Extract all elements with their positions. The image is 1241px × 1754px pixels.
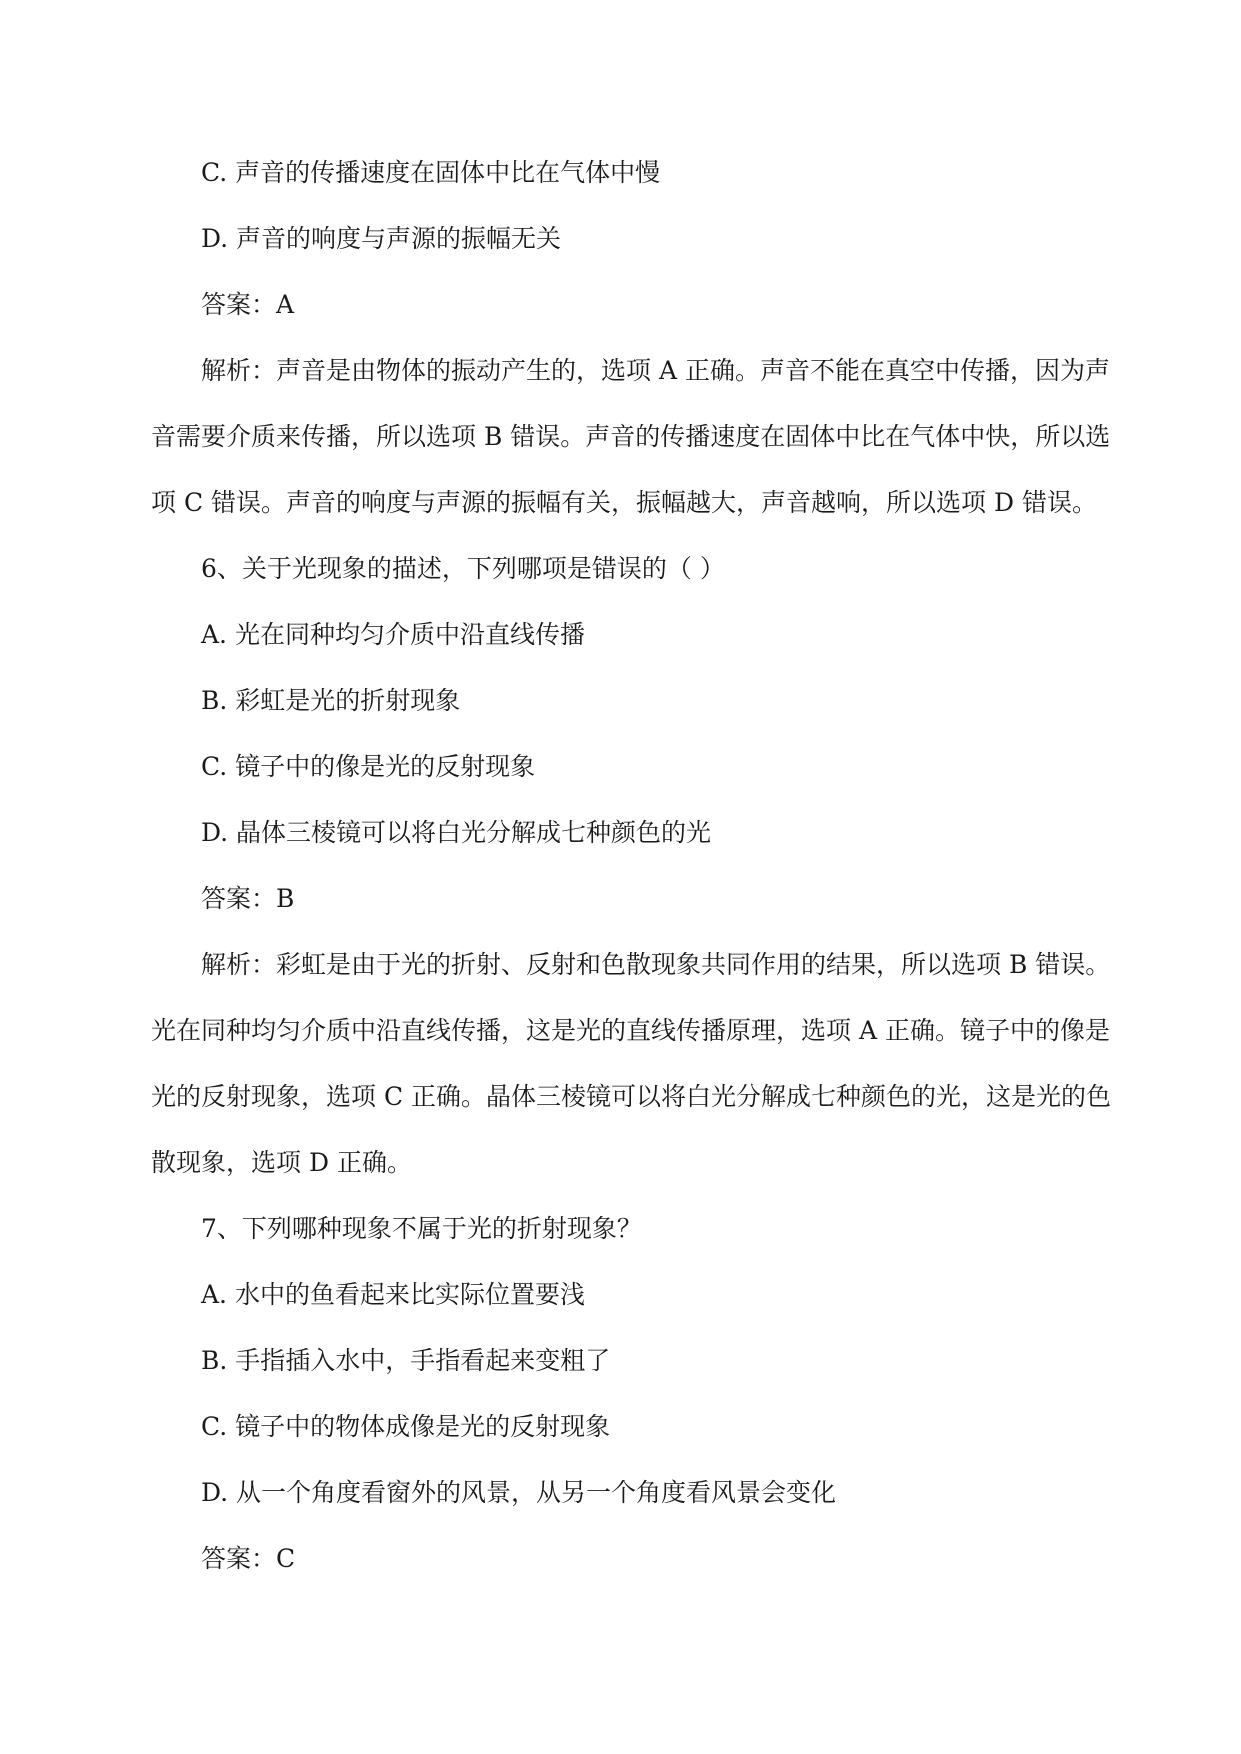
analysis-line: 光在同种均匀介质中沿直线传播，这是光的直线传播原理，选项 A 正确。镜子中的像是 bbox=[151, 1016, 1110, 1045]
question-6: 6、关于光现象的描述，下列哪项是错误的（ ） bbox=[201, 554, 725, 583]
analysis-line: 解析：彩虹是由于光的折射、反射和色散现象共同作用的结果，所以选项 B 错误。 bbox=[201, 950, 1111, 979]
answer-q5: 答案：A bbox=[201, 290, 295, 319]
option-d-q5: D. 声音的响度与声源的振幅无关 bbox=[201, 224, 562, 253]
option-c-q5: C. 声音的传播速度在固体中比在气体中慢 bbox=[201, 158, 661, 187]
option-a-q7: A. 水中的鱼看起来比实际位置要浅 bbox=[201, 1280, 585, 1309]
answer-q7: 答案：C bbox=[201, 1544, 296, 1573]
analysis-line: 解析：声音是由物体的振动产生的，选项 A 正确。声音不能在真空中传播，因为声 bbox=[201, 356, 1110, 385]
option-c-q6: C. 镜子中的像是光的反射现象 bbox=[201, 752, 536, 781]
option-b-q7: B. 手指插入水中，手指看起来变粗了 bbox=[201, 1346, 611, 1375]
analysis-line: 项 C 错误。声音的响度与声源的振幅有关，振幅越大，声音越响，所以选项 D 错误。 bbox=[151, 488, 1097, 517]
option-b-q6: B. 彩虹是光的折射现象 bbox=[201, 686, 461, 715]
answer-q6: 答案：B bbox=[201, 884, 295, 913]
option-a-q6: A. 光在同种均匀介质中沿直线传播 bbox=[201, 620, 585, 649]
analysis-line: 音需要介质来传播，所以选项 B 错误。声音的传播速度在固体中比在气体中快，所以选 bbox=[151, 422, 1111, 451]
analysis-line: 光的反射现象，选项 C 正确。晶体三棱镜可以将白光分解成七种颜色的光，这是光的色 bbox=[151, 1082, 1112, 1111]
option-d-q6: D. 晶体三棱镜可以将白光分解成七种颜色的光 bbox=[201, 818, 712, 847]
document-content bbox=[151, 140, 1112, 1592]
analysis-q5 bbox=[151, 338, 1111, 536]
option-d-q7: D. 从一个角度看窗外的风景，从另一个角度看风景会变化 bbox=[201, 1478, 837, 1507]
option-c-q7: C. 镜子中的物体成像是光的反射现象 bbox=[201, 1412, 611, 1441]
analysis-q6 bbox=[151, 932, 1112, 1196]
question-7: 7、下列哪种现象不属于光的折射现象？ bbox=[201, 1214, 642, 1243]
analysis-line: 散现象，选项 D 正确。 bbox=[151, 1148, 412, 1177]
